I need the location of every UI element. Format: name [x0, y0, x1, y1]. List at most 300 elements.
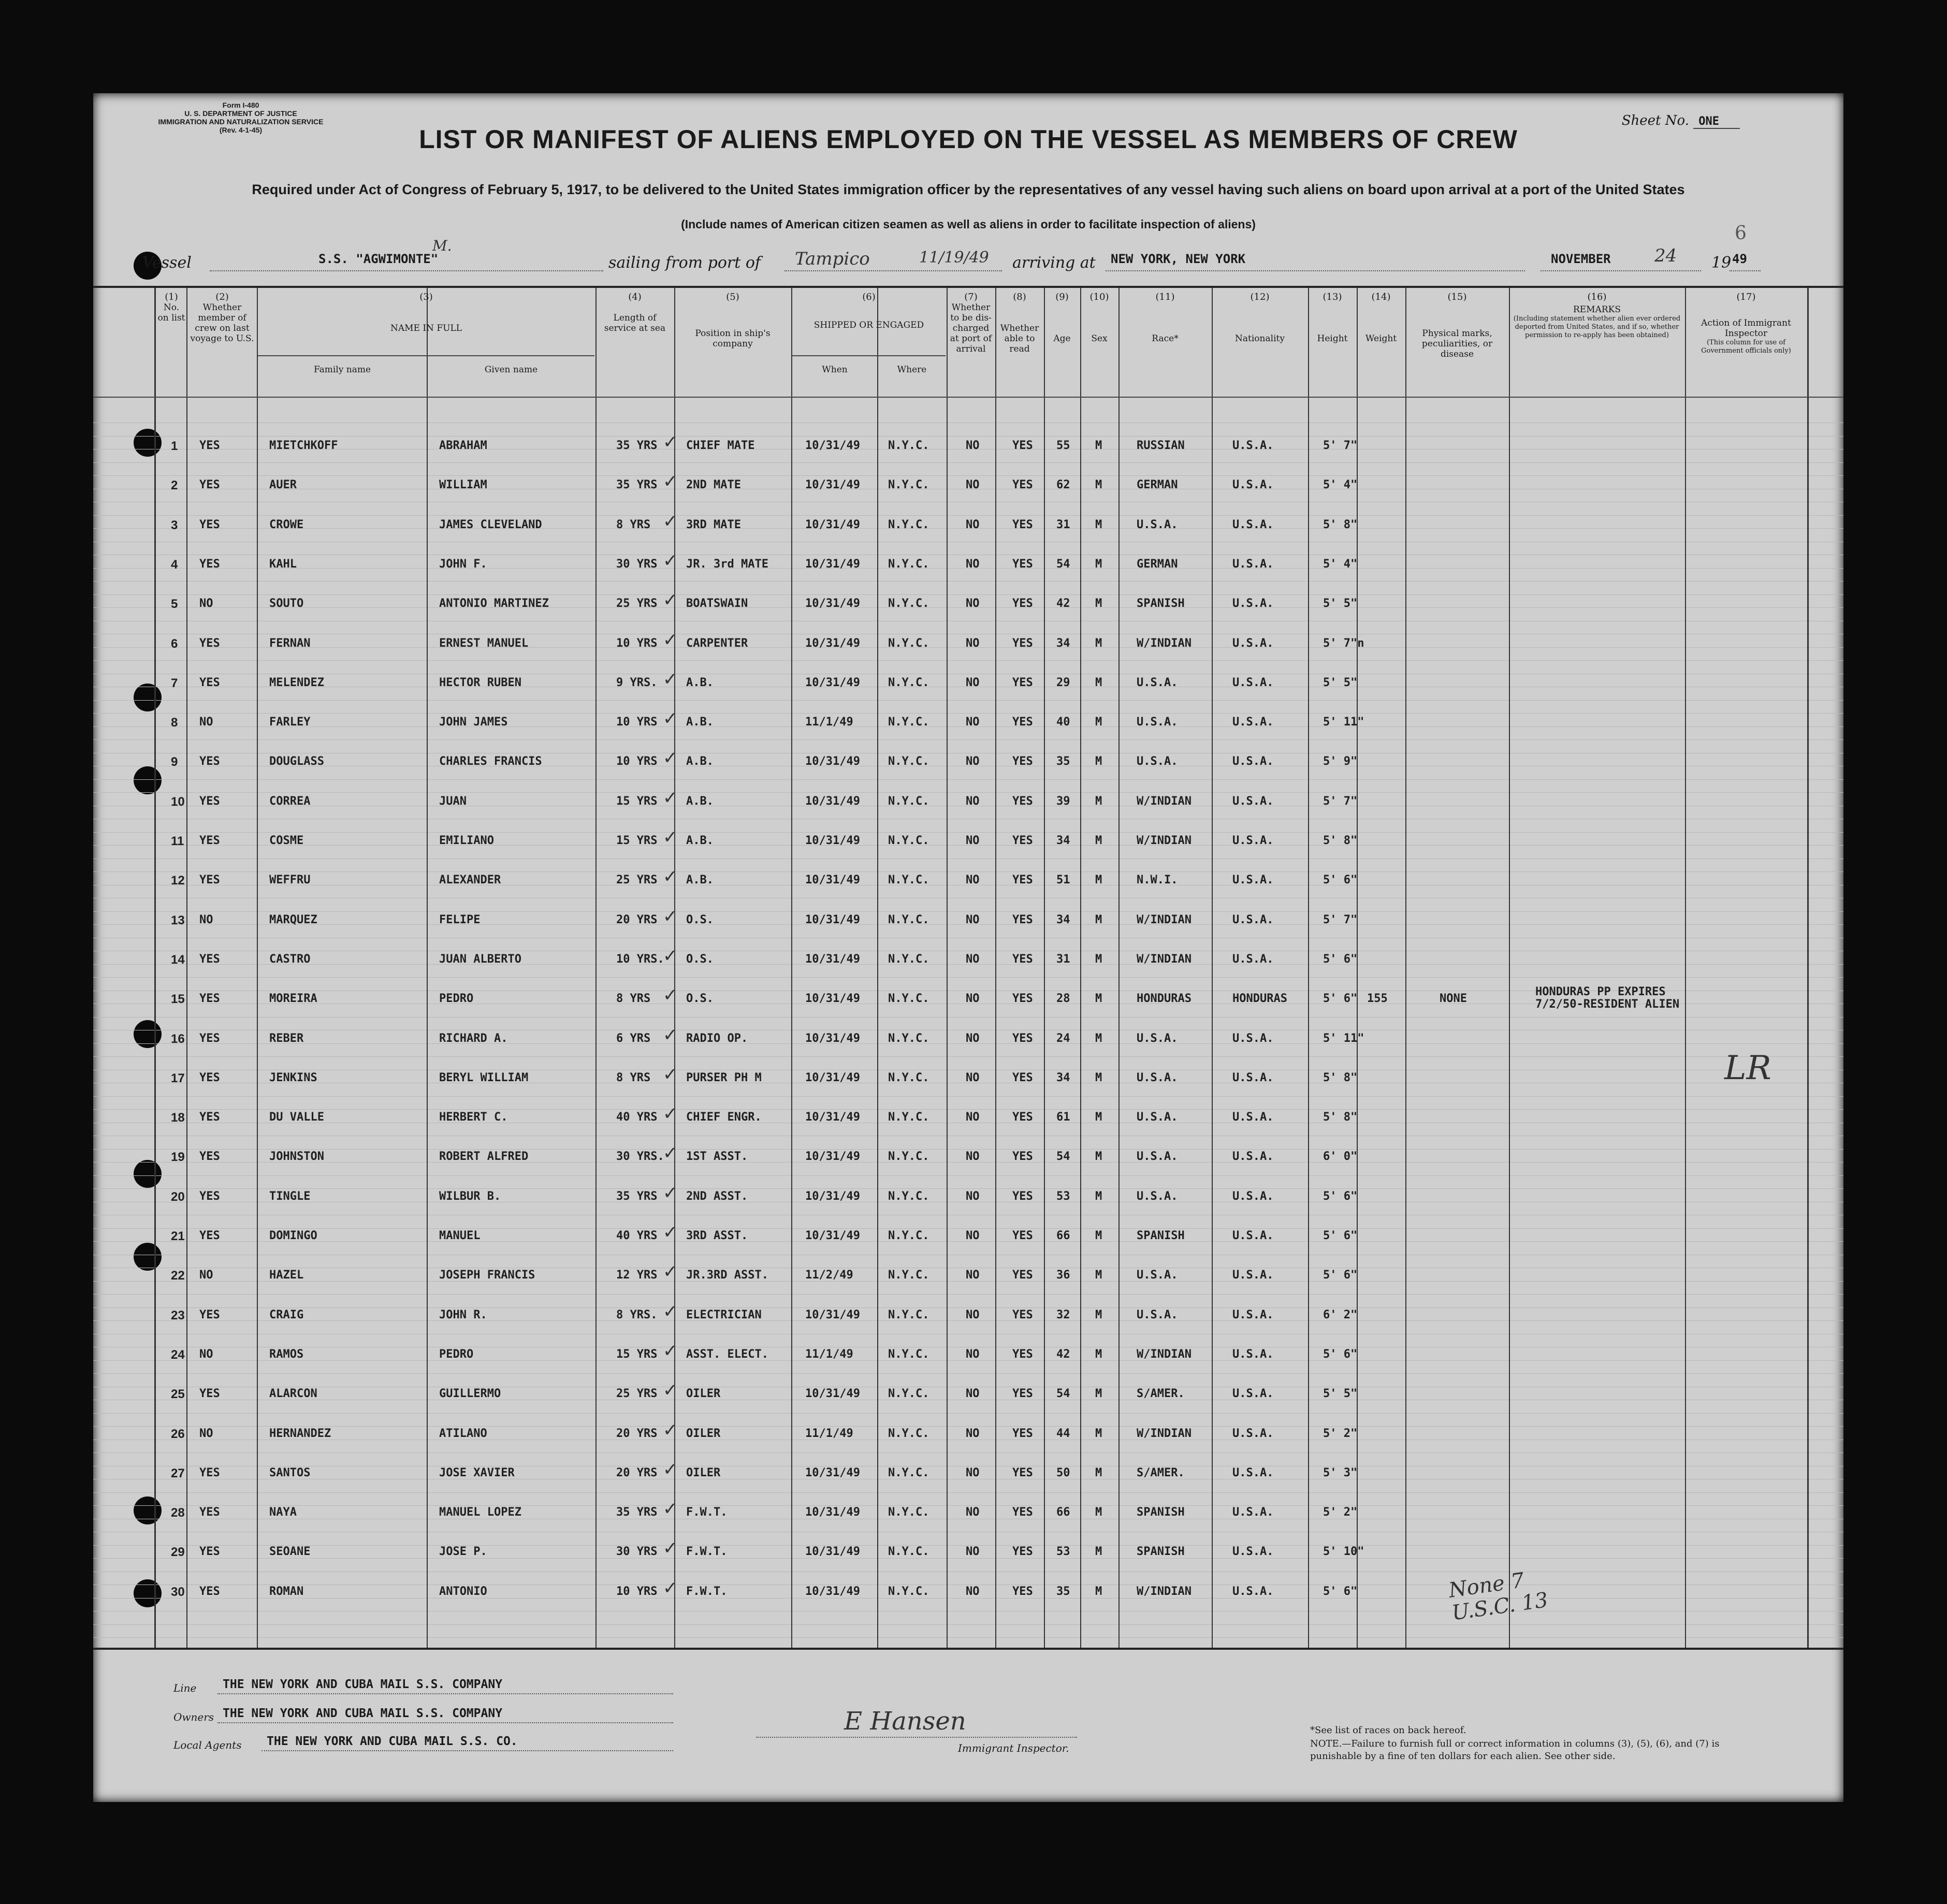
service-length-cell: 8 YRS: [616, 518, 651, 531]
shipped-where-cell: N.Y.C.: [888, 1150, 929, 1164]
position-cell: CHIEF MATE: [686, 439, 755, 452]
sailing-label: sailing from port of: [608, 254, 761, 272]
given-name-cell: GUILLERMO: [439, 1387, 501, 1401]
service-length-cell: 25 YRS: [616, 597, 658, 611]
height-cell: 5' 8": [1323, 834, 1358, 847]
height-cell: 5' 5": [1323, 1387, 1358, 1401]
service-length-cell: 35 YRS: [616, 478, 658, 492]
service-length-cell: 6 YRS: [616, 1031, 651, 1045]
age-cell: 35: [1056, 1585, 1070, 1598]
check-mark-icon: ✓: [663, 866, 678, 888]
header-shipped-when: When: [822, 365, 848, 375]
family-name-cell: RAMOS: [269, 1347, 304, 1361]
height-cell: 5' 11": [1323, 716, 1364, 729]
shipped-when-cell: 10/31/49: [805, 1031, 860, 1045]
check-mark-icon: ✓: [663, 708, 678, 730]
penalty-note: NOTE.—Failure to furnish full or correct information in columns (3), (5), (6), and (7) is punishable by a fine of ten dollars for each alien. See other side.: [1310, 1738, 1720, 1762]
vessel-prefix-hand: M.: [432, 237, 452, 254]
given-name-cell: MANUEL LOPEZ: [439, 1506, 521, 1519]
shipped-when-cell: 11/1/49: [805, 1427, 853, 1440]
check-mark-icon: ✓: [663, 787, 678, 808]
family-name-cell: HAZEL: [269, 1269, 304, 1282]
shipped-where-cell: N.Y.C.: [888, 1308, 929, 1321]
able-to-read-cell: YES: [1012, 597, 1033, 611]
height-cell: 5' 6": [1323, 1347, 1358, 1361]
race-cell: U.S.A.: [1137, 1189, 1178, 1203]
last-voyage-cell: YES: [199, 952, 220, 966]
position-cell: F.W.T.: [686, 1545, 728, 1559]
race-cell: W/INDIAN: [1137, 952, 1192, 966]
last-voyage-cell: NO: [199, 597, 213, 611]
shipped-where-cell: N.Y.C.: [888, 952, 929, 966]
discharged-cell: NO: [966, 1347, 980, 1361]
row-number: 14: [171, 952, 185, 967]
position-cell: JR. 3rd MATE: [686, 557, 768, 571]
shipped-where-cell: N.Y.C.: [888, 1031, 929, 1045]
last-voyage-cell: YES: [199, 874, 220, 887]
sheet-value: ONE: [1693, 115, 1740, 129]
arriving-label: arriving at: [1012, 254, 1096, 272]
header-col-11: (11) Race*: [1152, 292, 1179, 344]
row-number: 23: [171, 1308, 185, 1322]
last-voyage-cell: YES: [199, 518, 220, 531]
position-cell: A.B.: [686, 794, 714, 808]
nationality-cell: U.S.A.: [1232, 1585, 1274, 1598]
row-number: 18: [171, 1111, 185, 1125]
discharged-cell: NO: [966, 518, 980, 531]
row-number: 19: [171, 1150, 185, 1165]
able-to-read-cell: YES: [1012, 874, 1033, 887]
sex-cell: M: [1095, 1585, 1102, 1598]
page-subnote: (Include names of American citizen seamen as well as aliens in order to facilitate inspection of aliens): [681, 217, 1256, 231]
nationality-cell: U.S.A.: [1232, 1506, 1274, 1519]
inspector-signature: E Hansen: [844, 1707, 966, 1736]
check-mark-icon: ✓: [663, 1064, 678, 1085]
age-cell: 34: [1056, 834, 1070, 847]
shipped-when-cell: 10/31/49: [805, 597, 860, 611]
service-length-cell: 10 YRS: [616, 1585, 658, 1598]
position-cell: A.B.: [686, 834, 714, 847]
row-number: 20: [171, 1189, 185, 1204]
age-cell: 31: [1056, 952, 1070, 966]
position-cell: ASST. ELECT.: [686, 1347, 768, 1361]
sex-cell: M: [1095, 1347, 1102, 1361]
nationality-cell: U.S.A.: [1232, 1427, 1274, 1440]
race-cell: S/AMER.: [1137, 1466, 1185, 1479]
sex-cell: M: [1095, 439, 1102, 452]
service-length-cell: 25 YRS: [616, 874, 658, 887]
race-cell: SPANISH: [1137, 1506, 1185, 1519]
race-cell: U.S.A.: [1137, 518, 1178, 531]
able-to-read-cell: YES: [1012, 952, 1033, 966]
check-mark-icon: ✓: [663, 1103, 678, 1125]
last-voyage-cell: YES: [199, 557, 220, 571]
age-cell: 66: [1056, 1506, 1070, 1519]
discharged-cell: NO: [966, 636, 980, 650]
race-cell: SPANISH: [1137, 597, 1185, 611]
header-col-10: (10) Sex: [1089, 292, 1109, 344]
sex-cell: M: [1095, 1545, 1102, 1559]
row-number: 26: [171, 1427, 185, 1441]
given-name-cell: JOSE P.: [439, 1545, 487, 1559]
nationality-cell: U.S.A.: [1232, 1347, 1274, 1361]
sex-cell: M: [1095, 1031, 1102, 1045]
given-name-cell: JOHN R.: [439, 1308, 487, 1321]
age-cell: 40: [1056, 716, 1070, 729]
able-to-read-cell: YES: [1012, 1071, 1033, 1084]
able-to-read-cell: YES: [1012, 992, 1033, 1006]
height-cell: 5' 7": [1323, 439, 1358, 452]
age-cell: 55: [1056, 439, 1070, 452]
given-name-cell: FELIPE: [439, 913, 481, 926]
position-cell: 3RD MATE: [686, 518, 741, 531]
sex-cell: M: [1095, 755, 1102, 768]
given-name-cell: JOSEPH FRANCIS: [439, 1269, 535, 1282]
service-length-cell: 10 YRS: [616, 716, 658, 729]
discharged-cell: NO: [966, 1506, 980, 1519]
height-cell: 5' 6": [1323, 1189, 1358, 1203]
nationality-cell: U.S.A.: [1232, 1229, 1274, 1242]
sheet-label: Sheet No.: [1621, 113, 1689, 128]
shipped-where-cell: N.Y.C.: [888, 1111, 929, 1124]
race-cell: W/INDIAN: [1137, 1427, 1192, 1440]
given-name-cell: MANUEL: [439, 1229, 481, 1242]
discharged-cell: NO: [966, 1545, 980, 1559]
age-cell: 51: [1056, 874, 1070, 887]
family-name-cell: FERNAN: [269, 636, 311, 650]
age-cell: 66: [1056, 1229, 1070, 1242]
family-name-cell: DOUGLASS: [269, 755, 324, 768]
shipped-when-cell: 10/31/49: [805, 636, 860, 650]
last-voyage-cell: YES: [199, 1189, 220, 1203]
height-cell: 5' 4": [1323, 478, 1358, 492]
sailing-port: Tampico: [795, 249, 870, 269]
given-name-cell: WILLIAM: [439, 478, 487, 492]
nationality-cell: U.S.A.: [1232, 636, 1274, 650]
position-cell: O.S.: [686, 913, 714, 926]
row-number: 13: [171, 913, 185, 927]
shipped-where-cell: N.Y.C.: [888, 1427, 929, 1440]
check-mark-icon: ✓: [663, 1340, 678, 1361]
shipped-where-cell: N.Y.C.: [888, 992, 929, 1006]
race-cell: HONDURAS: [1137, 992, 1192, 1006]
sex-cell: M: [1095, 478, 1102, 492]
service-length-cell: 8 YRS.: [616, 1308, 658, 1321]
arrival-year: 49: [1732, 252, 1747, 266]
owners-value: THE NEW YORK AND CUBA MAIL S.S. COMPANY: [223, 1707, 503, 1720]
height-cell: 5' 8": [1323, 518, 1358, 531]
given-name-cell: JOHN F.: [439, 557, 487, 571]
position-cell: A.B.: [686, 755, 714, 768]
shipped-where-cell: N.Y.C.: [888, 439, 929, 452]
service-length-cell: 15 YRS: [616, 834, 658, 847]
position-cell: OILER: [686, 1427, 721, 1440]
able-to-read-cell: YES: [1012, 1269, 1033, 1282]
discharged-cell: NO: [966, 1150, 980, 1164]
family-name-cell: JOHNSTON: [269, 1150, 324, 1164]
position-cell: OILER: [686, 1466, 721, 1479]
service-length-cell: 35 YRS: [616, 1506, 658, 1519]
races-note: *See list of races on back hereof.: [1310, 1725, 1466, 1736]
nationality-cell: U.S.A.: [1232, 518, 1274, 531]
discharged-cell: NO: [966, 439, 980, 452]
header-shipped-where: Where: [897, 365, 927, 375]
check-mark-icon: ✓: [663, 1577, 678, 1598]
given-name-cell: HECTOR RUBEN: [439, 676, 521, 689]
nationality-cell: U.S.A.: [1232, 1269, 1274, 1282]
given-name-cell: JOHN JAMES: [439, 716, 508, 729]
nationality-cell: U.S.A.: [1232, 716, 1274, 729]
position-cell: 2ND ASST.: [686, 1189, 748, 1203]
race-cell: S/AMER.: [1137, 1387, 1185, 1401]
shipped-where-cell: N.Y.C.: [888, 794, 929, 808]
check-mark-icon: ✓: [663, 985, 678, 1006]
last-voyage-cell: NO: [199, 1427, 213, 1440]
check-mark-icon: ✓: [663, 1419, 678, 1441]
check-mark-icon: ✓: [663, 1301, 678, 1322]
family-name-cell: MOREIRA: [269, 992, 317, 1006]
able-to-read-cell: YES: [1012, 716, 1033, 729]
race-cell: W/INDIAN: [1137, 1347, 1192, 1361]
header-col-5: (5) Position in ship's company: [695, 292, 771, 349]
shipped-when-cell: 10/31/49: [805, 874, 860, 887]
discharged-cell: NO: [966, 1031, 980, 1045]
form-number: Form I-480: [222, 101, 259, 109]
family-name-cell: ROMAN: [269, 1585, 304, 1598]
able-to-read-cell: YES: [1012, 1031, 1033, 1045]
race-cell: U.S.A.: [1137, 716, 1178, 729]
sailing-date: 11/19/49: [919, 249, 989, 267]
position-cell: F.W.T.: [686, 1506, 728, 1519]
height-cell: 5' 10": [1323, 1545, 1364, 1559]
position-cell: A.B.: [686, 874, 714, 887]
shipped-where-cell: N.Y.C.: [888, 1229, 929, 1242]
discharged-cell: NO: [966, 716, 980, 729]
header-col-9: (9) Age: [1053, 292, 1071, 344]
row-number: 12: [171, 874, 185, 888]
given-name-cell: WILBUR B.: [439, 1189, 501, 1203]
row-number: 16: [171, 1031, 185, 1046]
family-name-cell: COSME: [269, 834, 304, 847]
shipped-when-cell: 10/31/49: [805, 557, 860, 571]
agents-label: Local Agents: [173, 1739, 242, 1751]
sex-cell: M: [1095, 1466, 1102, 1479]
age-cell: 54: [1056, 1387, 1070, 1401]
row-number: 8: [171, 716, 178, 730]
given-name-cell: JOSE XAVIER: [439, 1466, 515, 1479]
family-name-cell: ALARCON: [269, 1387, 317, 1401]
able-to-read-cell: YES: [1012, 1545, 1033, 1559]
handwritten-tally: None 7 U.S.C. 13: [1447, 1568, 1550, 1625]
shipped-where-cell: N.Y.C.: [888, 1506, 929, 1519]
family-name-cell: TINGLE: [269, 1189, 311, 1203]
nationality-cell: U.S.A.: [1232, 952, 1274, 966]
row-number: 10: [171, 794, 185, 809]
family-name-cell: CRAIG: [269, 1308, 304, 1321]
nationality-cell: U.S.A.: [1232, 1071, 1274, 1084]
arrival-month: NOVEMBER: [1551, 252, 1611, 266]
service-length-cell: 12 YRS: [616, 1269, 658, 1282]
last-voyage-cell: YES: [199, 1150, 220, 1164]
crew-manifest-table: [93, 286, 1843, 1650]
shipped-where-cell: N.Y.C.: [888, 557, 929, 571]
row-number: 29: [171, 1545, 185, 1560]
given-name-cell: PEDRO: [439, 1347, 474, 1361]
check-mark-icon: ✓: [663, 629, 678, 650]
able-to-read-cell: YES: [1012, 1466, 1033, 1479]
nationality-cell: U.S.A.: [1232, 597, 1274, 611]
check-mark-icon: ✓: [663, 1222, 678, 1243]
position-cell: OILER: [686, 1387, 721, 1401]
header-col-2: (2) Whether member of crew on last voyage to U.S.: [190, 292, 254, 344]
height-cell: 5' 7"n: [1323, 636, 1364, 650]
position-cell: F.W.T.: [686, 1585, 728, 1598]
row-number: 6: [171, 636, 178, 651]
shipped-where-cell: N.Y.C.: [888, 834, 929, 847]
discharged-cell: NO: [966, 952, 980, 966]
given-name-cell: ABRAHAM: [439, 439, 487, 452]
sex-cell: M: [1095, 636, 1102, 650]
given-name-cell: ATILANO: [439, 1427, 487, 1440]
race-cell: W/INDIAN: [1137, 913, 1192, 926]
shipped-when-cell: 10/31/49: [805, 1111, 860, 1124]
shipped-when-cell: 10/31/49: [805, 952, 860, 966]
row-number: 27: [171, 1466, 185, 1480]
shipped-when-cell: 10/31/49: [805, 1387, 860, 1401]
height-cell: 5' 2": [1323, 1506, 1358, 1519]
row-number: 22: [171, 1269, 185, 1283]
service-length-cell: 35 YRS: [616, 439, 658, 452]
row-number: 1: [171, 439, 178, 453]
sex-cell: M: [1095, 1071, 1102, 1084]
able-to-read-cell: YES: [1012, 1585, 1033, 1598]
age-cell: 34: [1056, 636, 1070, 650]
physical-marks-cell: NONE: [1440, 992, 1467, 1006]
shipped-where-cell: N.Y.C.: [888, 478, 929, 492]
family-name-cell: MARQUEZ: [269, 913, 317, 926]
able-to-read-cell: YES: [1012, 1506, 1033, 1519]
row-number: 9: [171, 755, 178, 769]
given-name-cell: HERBERT C.: [439, 1111, 508, 1124]
given-name-cell: RICHARD A.: [439, 1031, 508, 1045]
row-number: 21: [171, 1229, 185, 1243]
shipped-when-cell: 10/31/49: [805, 1308, 860, 1321]
discharged-cell: NO: [966, 1466, 980, 1479]
race-cell: GERMAN: [1137, 478, 1178, 492]
row-number: 3: [171, 518, 178, 532]
family-name-cell: HERNANDEZ: [269, 1427, 331, 1440]
given-name-cell: ALEXANDER: [439, 874, 501, 887]
age-cell: 36: [1056, 1269, 1070, 1282]
arriving-port: NEW YORK, NEW YORK: [1111, 252, 1246, 266]
age-cell: 61: [1056, 1111, 1070, 1124]
row-number: 4: [171, 557, 178, 572]
service-length-cell: 10 YRS: [616, 755, 658, 768]
last-voyage-cell: YES: [199, 834, 220, 847]
sex-cell: M: [1095, 1189, 1102, 1203]
service-length-cell: 40 YRS: [616, 1111, 658, 1124]
given-name-cell: JUAN: [439, 794, 467, 808]
service-length-cell: 15 YRS: [616, 1347, 658, 1361]
header-col-1: (1) No. on list: [157, 292, 185, 323]
position-cell: CARPENTER: [686, 636, 748, 650]
age-cell: 44: [1056, 1427, 1070, 1440]
family-name-cell: DU VALLE: [269, 1111, 324, 1124]
row-number: 5: [171, 597, 178, 612]
sex-cell: M: [1095, 1269, 1102, 1282]
check-mark-icon: ✓: [663, 906, 678, 927]
shipped-when-cell: 10/31/49: [805, 992, 860, 1006]
sex-cell: M: [1095, 952, 1102, 966]
given-name-cell: BERYL WILLIAM: [439, 1071, 529, 1084]
last-voyage-cell: YES: [199, 1031, 220, 1045]
height-cell: 5' 6": [1323, 1269, 1358, 1282]
age-cell: 54: [1056, 1150, 1070, 1164]
sex-cell: M: [1095, 913, 1102, 926]
action-initials: LR: [1724, 1049, 1771, 1087]
nationality-cell: HONDURAS: [1232, 992, 1287, 1006]
row-number: 28: [171, 1506, 185, 1520]
nationality-cell: U.S.A.: [1232, 478, 1274, 492]
shipped-where-cell: N.Y.C.: [888, 716, 929, 729]
vessel-name: S.S. "AGWIMONTE": [318, 252, 439, 266]
discharged-cell: NO: [966, 1427, 980, 1440]
shipped-when-cell: 10/31/49: [805, 1189, 860, 1203]
family-name-cell: CROWE: [269, 518, 304, 531]
family-name-cell: NAYA: [269, 1506, 297, 1519]
discharged-cell: NO: [966, 557, 980, 571]
header-col-7: (7) Whether to be dis-charged at port of arrival: [950, 292, 992, 354]
header-col-8: (8) Whether able to read: [1000, 292, 1039, 354]
sex-cell: M: [1095, 716, 1102, 729]
height-cell: 5' 6": [1323, 874, 1358, 887]
age-cell: 32: [1056, 1308, 1070, 1321]
age-cell: 53: [1056, 1545, 1070, 1559]
check-mark-icon: ✓: [663, 668, 678, 690]
discharged-cell: NO: [966, 834, 980, 847]
shipped-where-cell: N.Y.C.: [888, 913, 929, 926]
last-voyage-cell: YES: [199, 794, 220, 808]
service-length-cell: 30 YRS.: [616, 1150, 664, 1164]
race-cell: U.S.A.: [1137, 755, 1178, 768]
row-number: 17: [171, 1071, 185, 1085]
able-to-read-cell: YES: [1012, 1150, 1033, 1164]
check-mark-icon: ✓: [663, 1499, 678, 1520]
discharged-cell: NO: [966, 1189, 980, 1203]
shipped-where-cell: N.Y.C.: [888, 676, 929, 689]
able-to-read-cell: YES: [1012, 1427, 1033, 1440]
shipped-where-cell: N.Y.C.: [888, 518, 929, 531]
shipped-when-cell: 10/31/49: [805, 1466, 860, 1479]
service-length-cell: 8 YRS: [616, 992, 651, 1006]
able-to-read-cell: YES: [1012, 636, 1033, 650]
height-cell: 5' 2": [1323, 1427, 1358, 1440]
race-cell: SPANISH: [1137, 1229, 1185, 1242]
header-col-13: (13) Height: [1317, 292, 1348, 344]
discharged-cell: NO: [966, 794, 980, 808]
last-voyage-cell: YES: [199, 439, 220, 452]
shipped-where-cell: N.Y.C.: [888, 1347, 929, 1361]
weight-cell: 155: [1367, 992, 1388, 1006]
family-name-cell: KAHL: [269, 557, 297, 571]
header-col-6: (6) SHIPPED OR ENGAGED: [813, 292, 924, 330]
check-mark-icon: ✓: [663, 550, 678, 571]
height-cell: 5' 7": [1323, 794, 1358, 808]
given-name-cell: CHARLES FRANCIS: [439, 755, 542, 768]
line-value: THE NEW YORK AND CUBA MAIL S.S. COMPANY: [223, 1678, 503, 1691]
shipped-where-cell: N.Y.C.: [888, 1545, 929, 1559]
shipped-when-cell: 10/31/49: [805, 1585, 860, 1598]
